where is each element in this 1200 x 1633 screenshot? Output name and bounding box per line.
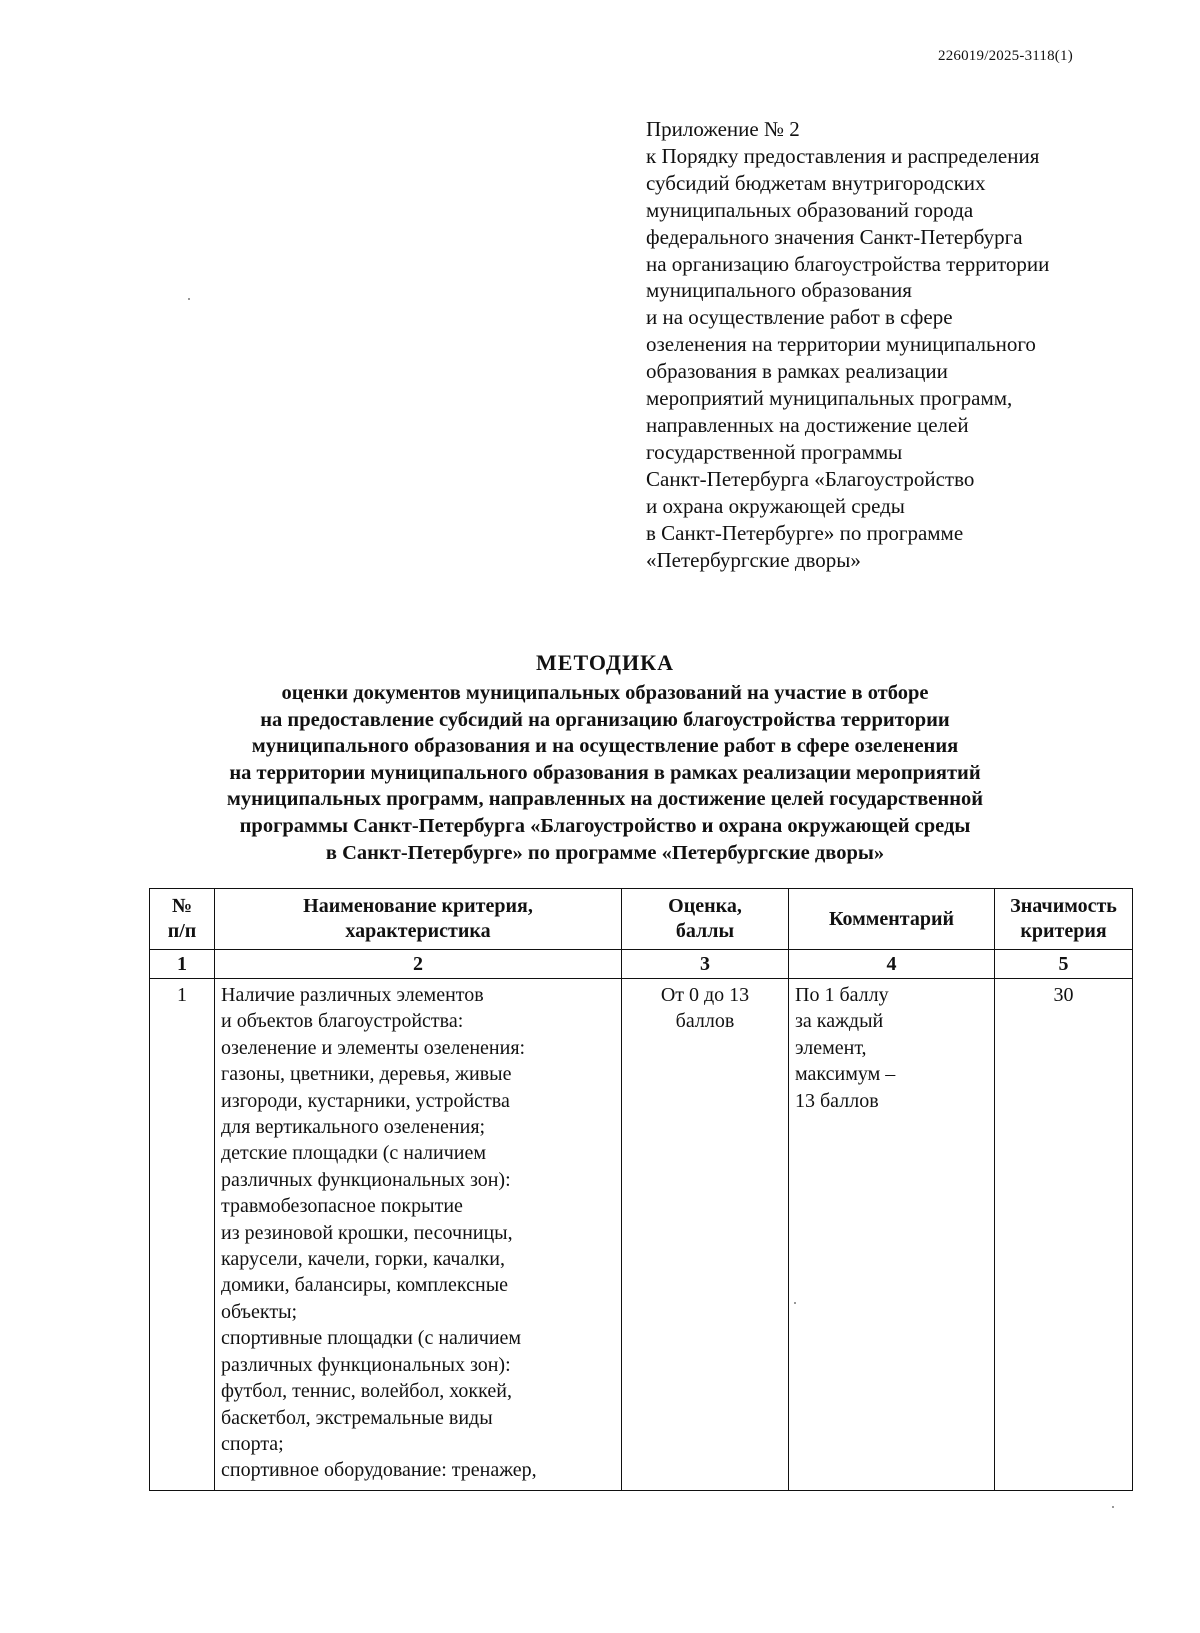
- subtitle-line: муниципального образования и на осуществление работ в сфере озеленения: [251, 735, 959, 758]
- annex-line: мероприятий муниципальных программ,: [646, 386, 1013, 411]
- criterion-line: газоны, цветники, деревья, живые: [221, 1063, 512, 1086]
- subtitle-line: муниципальных программ, направленных на достижение целей государственной: [226, 788, 984, 811]
- header-criterion-name-line: Наименование критерия,: [303, 895, 533, 917]
- criterion-line: спорта;: [221, 1432, 284, 1455]
- weight-cell: 30: [995, 979, 1133, 1491]
- header-comment-line: Комментарий: [828, 907, 954, 930]
- annex-line: субсидий бюджетам внутригородских: [646, 170, 986, 195]
- subtitle-line: в Санкт-Петербурге» по программе «Петербургские дворы»: [325, 841, 885, 864]
- criterion-line: изгороди, кустарники, устройства: [221, 1089, 510, 1112]
- comment-line: максимум –: [795, 1063, 896, 1086]
- annex-line: и на осуществление работ в сфере: [646, 305, 953, 330]
- table-header-row: [150, 889, 1133, 950]
- criterion-description: [215, 979, 622, 1491]
- criterion-line: для вертикального озеленения;: [221, 1116, 486, 1139]
- column-number: 3: [622, 950, 789, 979]
- annex-line: муниципальных образований города: [646, 197, 974, 222]
- document-registration-number: 226019/2025-3118(1): [938, 48, 1073, 64]
- comment-cell: [789, 979, 995, 1491]
- header-weight: [995, 889, 1133, 950]
- comment-line: По 1 баллу: [795, 984, 889, 1006]
- criterion-line: спортивное оборудование: тренажер,: [221, 1459, 537, 1482]
- annex-line: и охрана окружающей среды: [646, 493, 905, 518]
- header-weight-line: критерия: [1020, 920, 1107, 942]
- header-score: [622, 889, 789, 950]
- row-number: 1: [150, 979, 215, 1491]
- scan-speck: [1112, 1506, 1114, 1508]
- subtitle-line: программы Санкт-Петербурга «Благоустройство и охрана окружающей среды: [239, 814, 971, 837]
- annex-line: «Петербургские дворы»: [646, 547, 861, 572]
- column-number: 5: [995, 950, 1133, 979]
- score-line: От 0 до 13: [660, 984, 750, 1006]
- subtitle-line: оценки документов муниципальных образований на участие в отборе: [281, 682, 929, 704]
- score-line: баллов: [675, 1010, 735, 1033]
- table-row: [150, 979, 1133, 1491]
- annex-line: в Санкт-Петербурге» по программе: [646, 520, 964, 545]
- document-title-block: [80, 648, 1130, 866]
- subtitle-line: на территории муниципального образования в рамках реализации мероприятий: [229, 761, 981, 784]
- criterion-line: футбол, теннис, волейбол, хоккей,: [221, 1380, 512, 1403]
- annex-line: Санкт-Петербурга «Благоустройство: [646, 466, 975, 491]
- annex-line: федерального значения Санкт-Петербурга: [646, 224, 1023, 249]
- header-number-line: №: [171, 895, 193, 917]
- column-number-row: [150, 950, 1133, 979]
- criterion-line: спортивные площадки (с наличием: [221, 1327, 522, 1350]
- annex-line: образования в рамках реализации: [646, 359, 948, 384]
- column-number: 1: [150, 950, 215, 979]
- column-number: 4: [789, 950, 995, 979]
- criterion-line: карусели, качели, горки, качалки,: [221, 1248, 505, 1271]
- comment-line: элемент,: [795, 1036, 867, 1059]
- comment-line: 13 баллов: [795, 1089, 879, 1112]
- annex-line: государственной программы: [646, 439, 903, 464]
- criterion-line: объекты;: [221, 1300, 298, 1323]
- column-number: 2: [215, 950, 622, 979]
- annex-header: [646, 116, 1146, 573]
- criterion-line: различных функциональных зон):: [221, 1353, 511, 1376]
- header-criterion-name: [215, 889, 622, 950]
- score-cell: [622, 979, 789, 1491]
- criteria-table: [149, 888, 1133, 1491]
- annex-line: Приложение № 2: [646, 117, 800, 141]
- header-number: [150, 889, 215, 950]
- criterion-line: из резиновой крошки, песочницы,: [221, 1221, 513, 1244]
- header-comment: [789, 889, 995, 950]
- criterion-line: баскетбол, экстремальные виды: [221, 1406, 493, 1429]
- annex-line: к Порядку предоставления и распределения: [646, 143, 1040, 168]
- criterion-line: и объектов благоустройства:: [221, 1010, 464, 1033]
- scan-speck: [188, 298, 190, 300]
- criterion-line: детские площадки (с наличием: [221, 1142, 487, 1165]
- header-score-line: Оценка,: [668, 895, 742, 917]
- criterion-line: различных функциональных зон):: [221, 1168, 511, 1191]
- header-criterion-name-line: характеристика: [345, 920, 491, 942]
- header-number-line: п/п: [167, 920, 197, 942]
- criterion-line: домики, балансиры, комплексные: [221, 1274, 509, 1297]
- document-subtitle: [80, 680, 1130, 866]
- subtitle-line: на предоставление субсидий на организацию благоустройства территории: [260, 708, 950, 731]
- document-title: МЕТОДИКА: [536, 650, 674, 675]
- scan-speck: [794, 1302, 796, 1304]
- annex-line: направленных на достижение целей: [646, 412, 969, 437]
- criterion-line: травмобезопасное покрытие: [221, 1195, 463, 1218]
- annex-line: муниципального образования: [646, 278, 912, 303]
- comment-line: за каждый: [795, 1010, 884, 1033]
- criterion-line: озеленение и элементы озеленения:: [221, 1036, 526, 1059]
- annex-line: озеленения на территории муниципального: [646, 332, 1036, 357]
- criterion-line: Наличие различных элементов: [221, 984, 484, 1006]
- header-weight-line: Значимость: [1010, 895, 1117, 917]
- annex-line: на организацию благоустройства территории: [646, 251, 1050, 276]
- header-score-line: баллы: [675, 920, 735, 942]
